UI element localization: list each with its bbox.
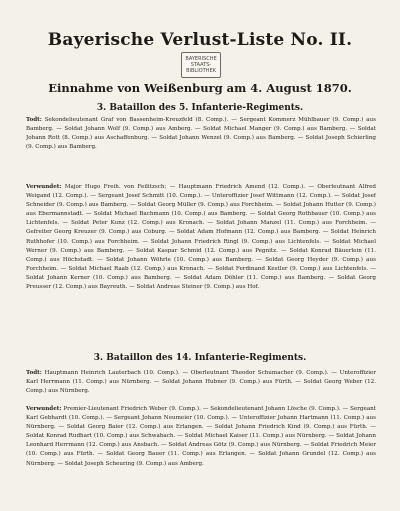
casualty-paragraph <box>26 183 376 347</box>
library-stamp <box>181 52 221 78</box>
section-heading: 3. Bataillon des 14. Infanterie-Regiments. <box>93 353 307 363</box>
casualty-paragraph <box>26 116 376 162</box>
paragraph-text: Major Hugo Freih. von Feilitzsch; — Hauptmann Friedrich Amend (12. Comp.). — Oberleutnant Alfred Weigand (12. Comp.). — Sergeant Josef Schmitt (10. Comp.). — Unteroffizier Josef Wittmann (12. Comp.). — Soldat Josef Schneider (9. Comp.) aus Bamberg. — Soldat Georg Müller (9. Comp.) aus Forchheim. — Soldat Johann Hutter (9. Comp.) aus Ebermannstadt. — Soldat Michael Bachmann (10. Comp.) aus Bamberg. — Soldat Georg Rothbauer (10. Comp.) aus Lichtenfels. — Soldat Peter Kunz (12. Comp.) aus Kronach. — Soldat Johann Manzel (11. Comp.) aus Forchheim. — Gefreiter Georg Kreuzer (9. Comp.) aus Coburg. — Soldat Adam Hofmann (12. Comp.) aus Bamberg. — Soldat Heinrich Ruthhofer (10. Comp.) aus Forchheim. — Soldat Johann Friedrich Ringl (9. Comp.) aus Lichtenfels. — Soldat Michael Werner (9. Comp.) aus Bamberg. — Soldat Kaspar Schmid (12. Comp.) aus Pegnitz. — Soldat Konrad Bäuerlein (11. Comp.) aus Höchstadt. — Soldat Johann Wöhrle (10. Comp.) aus Bamberg. — Soldat Georg Heyder (9. Comp.) aus Forchheim. — Soldat Michael Raab (12. Comp.) aus Kronach. — Soldat Ferdinand Kestler (9. Comp.) aus Lichtenfels. — Soldat Johann Kerner (10. Comp.) aus Bamberg. — Soldat Adam Döhler (11. Comp.) aus Bamberg. — Soldat Georg Preusser (12. Comp.) aus Bayreuth. — Soldat Andreas Steiner (9. Comp.) aus Hof. <box>26 184 376 291</box>
paragraph-lead: Verwundet: <box>26 406 62 412</box>
section-heading: 3. Bataillon des 5. Infanterie-Regiments. <box>96 103 304 113</box>
casualty-paragraph <box>26 369 376 397</box>
page-subtitle: Einnahme von Weißenburg am 4. August 1870. <box>48 81 352 95</box>
paragraph-lead: Todt: <box>26 370 42 376</box>
stamp-line: STAATS- <box>190 62 212 68</box>
page-title: Bayerische Verlust-Liste No. II. <box>47 30 353 50</box>
paragraph-text: Hauptmann Heinrich Lauterbach (10. Comp.). — Oberleutnant Theodor Schumacher (9. Comp.). — Unteroffizier Karl Herrmann (11. Comp.) aus Nürnberg. — Soldat Johann Hubner (9. Comp.) aus Fürth. — Soldat Georg Weber (12. Comp.) aus Nürnberg. <box>26 370 376 395</box>
casualty-paragraph <box>26 405 376 505</box>
stamp-line: BAYERISCHE <box>185 56 217 62</box>
stamp-line: BIBLIOTHEK <box>186 68 216 74</box>
paragraph-lead: Todt: <box>26 117 42 123</box>
paragraph-text: Sekondelieutenant Graf von Bassenheim-Kreuzfeld (8. Comp.). — Sergeant Kommerz Mühlbauer (9. Comp.) aus Bamberg. — Soldat Johann Wolf (9. Comp.) aus Amberg. — Soldat Michael Manger (9. Comp.) aus Bamberg. — Soldat Johann Rott (8. Comp.) aus Aschaffenburg. — Soldat Johann Wenzel (9. Comp.) aus Bamberg. — Soldat Joseph Schierling (9. Comp.) aus Bamberg. <box>26 117 376 151</box>
paragraph-lead: Verwundet: <box>26 184 62 190</box>
paragraph-text: Premier-Lieutenant Friedrich Weber (9. Comp.). — Sekondelieutenant Johann Lösche (9. Comp.). — Sergeant Karl Gebhardt (10. Comp.). — Sergeant Johann Neumeier (10. Comp.). — Unteroffizier Johann Hartmann (11. Comp.) aus Nürnberg. — Soldat Georg Baier (12. Comp.) aus Erlangen. — Soldat Johann Friedrich Kind (9. Comp.) aus Fürth. — Soldat Konrad Rudhart (10. Comp.) aus Schwabach. — Soldat Michael Kaiser (11. Comp.) aus Nürnberg. — Soldat Johann Leonhard Herrmann (12. Comp.) aus Ansbach. — Soldat Andreas Götz (9. Comp.) aus Nürnberg. — Soldat Friedrich Meier (10. Comp.) aus Fürth. — Soldat Georg Bauer (11. Comp.) aus Erlangen. — Soldat Johann Grundel (12. Comp.) aus Nürnberg. — Soldat Joseph Scheuring (9. Comp.) aus Amberg. <box>26 406 376 467</box>
